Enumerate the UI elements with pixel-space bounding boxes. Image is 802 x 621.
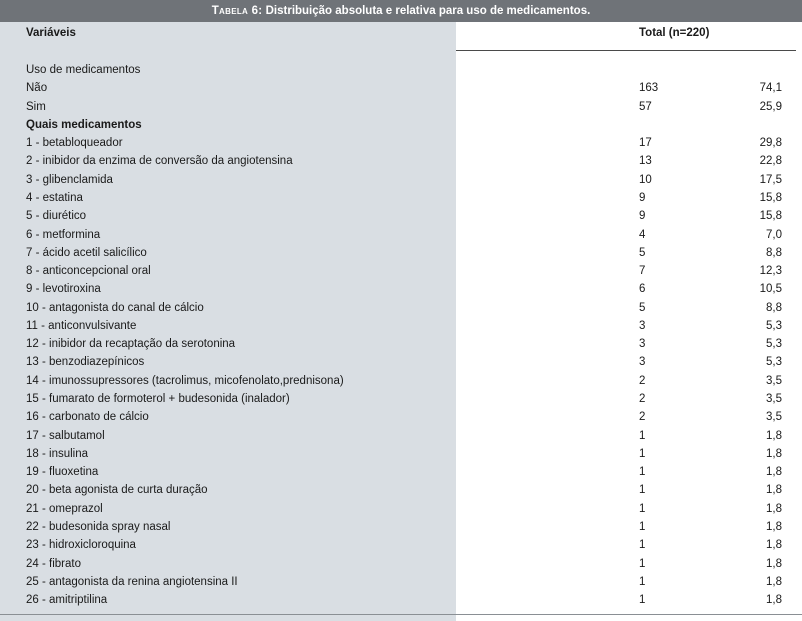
row-count: 1 <box>639 594 646 607</box>
row-percent: 1,8 <box>766 484 782 497</box>
row-count: 1 <box>639 447 646 460</box>
row-label: 9 - levotiroxina <box>26 283 101 296</box>
row-count: 2 <box>639 374 646 387</box>
table-row <box>0 317 802 335</box>
row-count: 1 <box>639 575 646 588</box>
table-row <box>0 280 802 298</box>
row-percent: 1,8 <box>766 557 782 570</box>
row-count: 13 <box>639 155 652 168</box>
table-row <box>0 390 802 408</box>
row-percent: 10,5 <box>759 283 782 296</box>
row-label: 18 - insulina <box>26 447 89 460</box>
row-count: 1 <box>639 466 646 479</box>
row-percent: 5,3 <box>766 356 782 369</box>
row-percent: 1,8 <box>766 502 782 515</box>
row-percent: 5,3 <box>766 319 782 332</box>
row-label: Quais medicamentos <box>26 118 142 131</box>
table-row <box>0 408 802 426</box>
table-row <box>0 335 802 353</box>
row-count: 5 <box>639 246 646 259</box>
row-percent: 15,8 <box>759 210 782 223</box>
table-row <box>0 171 802 189</box>
row-count: 57 <box>639 100 652 113</box>
row-count: 17 <box>639 137 652 150</box>
row-count: 4 <box>639 228 646 241</box>
row-label: 10 - antagonista do canal de cálcio <box>26 301 204 314</box>
row-percent: 1,8 <box>766 594 782 607</box>
row-count: 2 <box>639 393 646 406</box>
row-percent: 74,1 <box>759 82 782 95</box>
row-label: 19 - fluoxetina <box>26 466 99 479</box>
row-percent: 3,5 <box>766 393 782 406</box>
row-count: 3 <box>639 356 646 369</box>
row-label: 4 - estatina <box>26 191 83 204</box>
table-row <box>0 226 802 244</box>
table-title <box>0 0 802 22</box>
table-row <box>0 463 802 481</box>
row-count: 3 <box>639 338 646 351</box>
row-label: 23 - hidroxicloroquina <box>26 539 136 552</box>
row-count: 10 <box>639 173 652 186</box>
row-count: 7 <box>639 265 646 278</box>
row-count: 163 <box>639 82 659 95</box>
table-row <box>0 427 802 445</box>
row-percent: 1,8 <box>766 429 782 442</box>
table-row <box>0 573 802 591</box>
row-label: 13 - benzodiazepínicos <box>26 356 145 369</box>
header-total: Total (n=220) <box>639 27 710 39</box>
table-header <box>0 22 802 50</box>
table-row <box>0 134 802 152</box>
table-row <box>0 481 802 499</box>
table-title-prefix: Tabela 6: <box>211 5 263 17</box>
row-label: 11 - anticonvulsivante <box>26 319 137 332</box>
row-label: 2 - inibidor da enzima de conversão da angiotensina <box>26 155 293 168</box>
table-row <box>0 445 802 463</box>
row-percent: 8,8 <box>766 301 782 314</box>
row-label: 14 - imunossupressores (tacrolimus, micofenolato,prednisona) <box>26 374 344 387</box>
row-count: 9 <box>639 191 646 204</box>
table-row <box>0 61 802 79</box>
table-row <box>0 555 802 573</box>
row-label: 22 - budesonida spray nasal <box>26 521 171 533</box>
row-percent: 1,8 <box>766 539 782 552</box>
row-percent: 8,8 <box>766 246 782 259</box>
row-count: 1 <box>639 521 646 533</box>
row-count: 1 <box>639 502 646 515</box>
table-row <box>0 98 802 116</box>
table-row <box>0 116 802 134</box>
table-row <box>0 536 802 554</box>
table-row <box>0 353 802 371</box>
row-label: 1 - betabloqueador <box>26 137 123 150</box>
row-percent: 7,0 <box>766 228 782 241</box>
table-row <box>0 518 802 536</box>
row-percent: 12,3 <box>759 265 782 278</box>
row-percent: 17,5 <box>759 173 782 186</box>
row-count: 5 <box>639 301 646 314</box>
table-row <box>0 591 802 609</box>
table-title-text: Distribuição absoluta e relativa para uso de medicamentos. <box>262 5 591 17</box>
row-percent: 1,8 <box>766 575 782 588</box>
row-percent: 15,8 <box>759 191 782 204</box>
row-label: 5 - diurético <box>26 210 87 223</box>
row-percent: 1,8 <box>766 447 782 460</box>
row-label: 26 - amitriptilina <box>26 594 108 607</box>
row-label: 8 - anticoncepcional oral <box>26 265 151 278</box>
table-row <box>0 189 802 207</box>
row-count: 1 <box>639 539 646 552</box>
row-label: Sim <box>26 100 46 113</box>
row-percent: 3,5 <box>766 374 782 387</box>
table-row <box>0 500 802 518</box>
row-label: 20 - beta agonista de curta duração <box>26 484 208 497</box>
row-percent: 1,8 <box>766 466 782 479</box>
row-count: 1 <box>639 429 646 442</box>
row-count: 3 <box>639 319 646 332</box>
row-count: 2 <box>639 411 646 424</box>
row-label: 21 - omeprazol <box>26 502 103 515</box>
row-label: 7 - ácido acetil salicílico <box>26 246 147 259</box>
row-label: 17 - salbutamol <box>26 429 105 442</box>
table-bottom-divider <box>0 614 802 615</box>
row-label: 15 - fumarato de formoterol + budesonida (inalador) <box>26 393 290 406</box>
row-label: 12 - inibidor da recaptação da serotonina <box>26 338 236 351</box>
row-label: Uso de medicamentos <box>26 64 141 76</box>
row-count: 1 <box>639 557 646 570</box>
table-row <box>0 207 802 225</box>
row-count: 6 <box>639 283 646 296</box>
row-count: 1 <box>639 484 646 497</box>
table-row <box>0 244 802 262</box>
row-count: 9 <box>639 210 646 223</box>
table-row <box>0 299 802 317</box>
row-percent: 5,3 <box>766 338 782 351</box>
row-label: Não <box>26 82 48 95</box>
row-percent: 25,9 <box>759 100 782 113</box>
row-percent: 29,8 <box>759 137 782 150</box>
row-label: 25 - antagonista da renina angiotensina II <box>26 575 238 588</box>
row-label: 16 - carbonato de cálcio <box>26 411 149 424</box>
row-percent: 1,8 <box>766 521 782 533</box>
table-row <box>0 372 802 390</box>
row-label: 6 - metformina <box>26 228 101 241</box>
header-divider <box>456 50 796 51</box>
table-row <box>0 79 802 97</box>
table-row <box>0 262 802 280</box>
row-label: 24 - fibrato <box>26 557 81 570</box>
header-variaveis: Variáveis <box>26 27 76 39</box>
row-percent: 22,8 <box>759 155 782 168</box>
table-row <box>0 152 802 170</box>
row-label: 3 - glibenclamida <box>26 173 113 186</box>
row-percent: 3,5 <box>766 411 782 424</box>
